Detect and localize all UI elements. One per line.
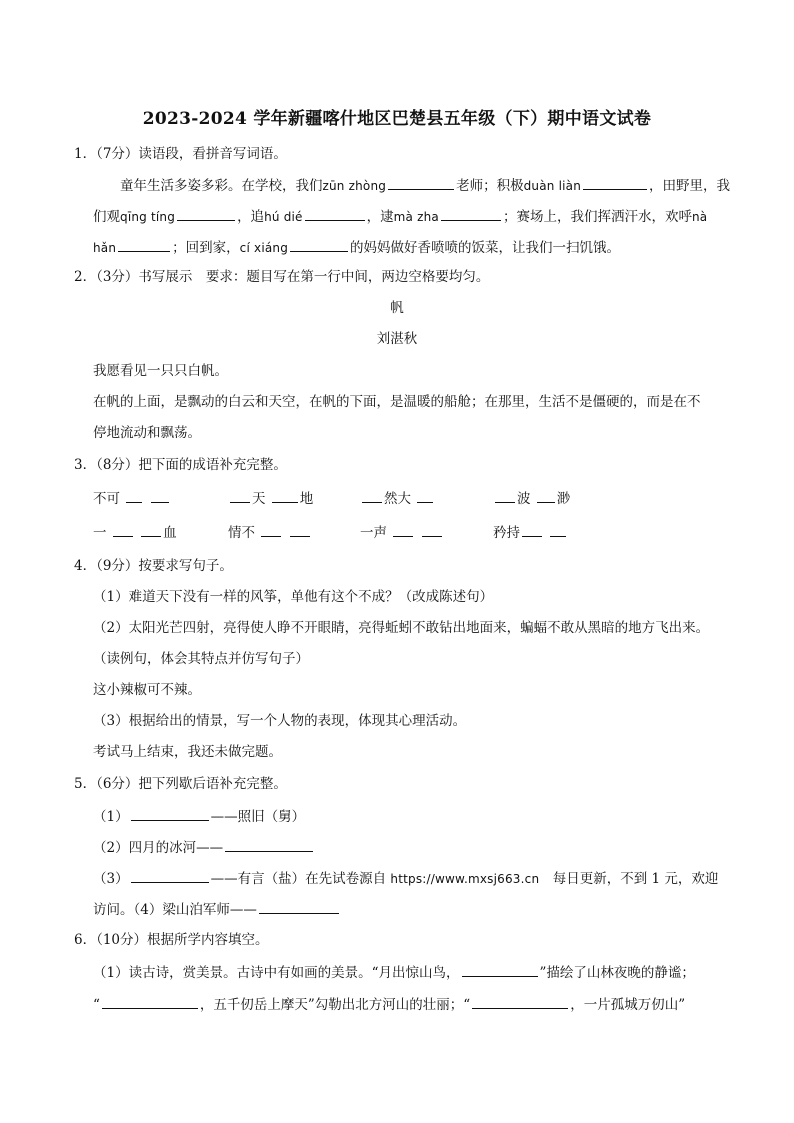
idiom-row-1 [0,488,794,506]
idiom-4: 波 渺 [493,488,570,508]
pinyin: duàn liàn [523,179,582,193]
idiom-3: 然大 [360,488,435,508]
idiom-5: 一 血 [93,522,177,542]
q1-text: ；赛场上，我们挥洒汗水，欢呼 [502,209,692,225]
idiom-row-2 [0,522,794,540]
answer-blank[interactable] [290,522,310,537]
q4-item: 这小辣椒可不辣。 [93,682,201,698]
poem-title: 帆 [390,300,404,316]
answer-blank[interactable] [272,488,298,503]
answer-blank[interactable] [151,488,169,503]
answer-blank[interactable] [362,488,382,503]
answer-blank[interactable] [126,488,142,503]
answer-blank[interactable] [113,522,133,537]
pinyin: hǎn [93,241,117,255]
poem-author: 刘湛秋 [376,331,418,347]
q6-header: 6．（10分）根据所学内容填空。 [74,932,269,948]
answer-blank[interactable] [393,522,413,537]
answer-blank[interactable] [522,522,542,537]
q4-item: （1）难道天下没有一样的风筝，单他有这个不成？（改成陈述句） [93,589,494,605]
idiom-6: 情不 [228,522,312,542]
answer-blank[interactable] [462,962,538,977]
poem-line: 在帆的上面，是飘动的白云和天空，在帆的下面，是温暖的船舱；在那里，生活不是僵硬的，而是在不 [93,394,701,410]
answer-blank[interactable] [388,175,454,190]
answer-blank[interactable] [495,488,515,503]
answer-blank[interactable] [583,175,647,190]
answer-blank[interactable] [230,488,250,503]
q5-header: 5．（6分）把下列歇后语补充完整。 [74,776,287,792]
idiom-7: 一声 [360,522,444,542]
q1-text: ，田野里，我 [649,178,731,194]
q5-item-2: （2）四月的冰河—— [93,837,315,857]
pinyin: qīng tíng [120,210,176,224]
answer-blank[interactable] [422,522,442,537]
idiom-1: 不可 [93,488,171,508]
answer-blank[interactable] [472,994,568,1009]
source-url: https://www.mxsj663.cn [390,872,540,886]
q1-line-1 [120,175,730,195]
idiom-2: 天 地 [228,488,313,508]
answer-blank[interactable] [261,522,281,537]
answer-blank[interactable] [537,488,555,503]
q1-line-2 [93,206,707,226]
poem-line: 停地流动和飘荡。 [93,425,201,441]
q5-item-4: 访问。（4）梁山泊军师—— [93,899,341,919]
q1-line-3 [93,237,620,257]
answer-blank[interactable] [177,206,235,221]
q6-line-2: “ ，五千仞岳上摩天”勾勒出北方河山的壮丽；“ ，一片孤城万仞山” [93,994,685,1014]
q5-item-1: （1） ——照旧（舅） [93,806,305,826]
q1-text: 老师；积极 [456,178,524,194]
pinyin: cí xiáng [239,241,289,255]
answer-blank[interactable] [259,899,339,914]
answer-blank[interactable] [305,206,365,221]
q1-text: ，追 [237,209,265,225]
q4-header: 4．（9分）按要求写句子。 [74,558,233,574]
idiom-8: 矜持 [493,522,568,542]
q1-text: 的妈妈做好香喷喷的饭菜，让我们一扫饥饿。 [350,240,621,256]
pinyin: zūn zhòng [322,179,387,193]
q5-item-3: （3） ——有言（盐）在先试卷源自 https://www.mxsj663.cn 每日更新，不到 1 元，欢迎 [93,868,718,888]
poem-line: 我愿看见一只只白帆。 [93,363,228,379]
pinyin: nà [691,210,708,224]
q3-header: 3．（8分）把下面的成语补充完整。 [74,457,287,473]
answer-blank[interactable] [550,522,566,537]
answer-blank[interactable] [102,994,198,1009]
answer-blank[interactable] [225,837,313,852]
exam-title: 2023-2024 学年新疆喀什地区巴楚县五年级（下）期中语文试卷 [142,109,652,129]
answer-blank[interactable] [118,237,170,252]
q4-item: 考试马上结束，我还未做完题。 [93,744,282,760]
q2-header: 2．（3分）书写展示 要求：题目写在第一行中间，两边空格要均匀。 [74,269,490,285]
q6-line-1: （1）读古诗，赏美景。古诗中有如画的美景。“月出惊山鸟， ”描绘了山林夜晚的静谧； [93,962,695,982]
answer-blank[interactable] [141,522,161,537]
q1-text: 童年生活多姿多彩。在学校，我们 [120,178,323,194]
q4-item: （3）根据给出的情景，写一个人物的表现，体现其心理活动。 [93,713,467,729]
q1-header: 1．（7分）读语段，看拼音写词语。 [74,146,287,162]
answer-blank[interactable] [441,206,501,221]
q4-item: （读例句，体会其特点并仿写句子） [93,651,309,667]
pinyin: mà zha [393,210,439,224]
answer-blank[interactable] [131,806,209,821]
q1-text: ；回到家， [172,240,240,256]
answer-blank[interactable] [290,237,348,252]
q4-item: （2）太阳光芒四射，亮得使人睁不开眼睛，亮得蚯蚓不敢钻出地面来，蝙蝠不敢从黑暗的地方飞出来。 [93,620,710,636]
answer-blank[interactable] [131,868,209,883]
answer-blank[interactable] [417,488,433,503]
q1-text: 们观 [93,209,120,225]
pinyin: hú dié [264,210,303,224]
q1-text: ，逮 [366,209,394,225]
